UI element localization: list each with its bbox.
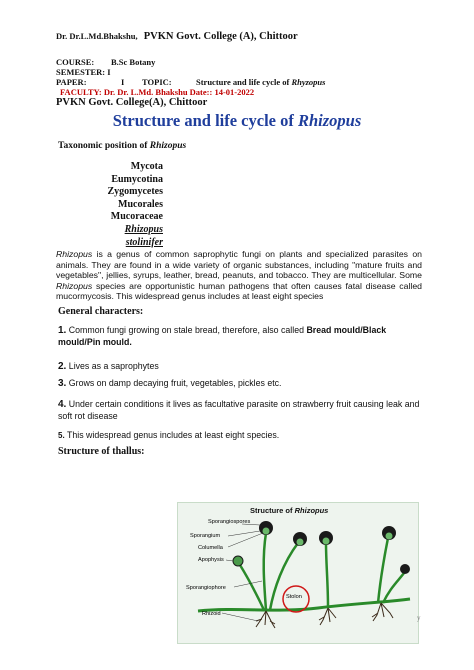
paper-line xyxy=(56,77,416,87)
author-line xyxy=(56,31,298,42)
taxon-genus: Rhizopus xyxy=(124,223,163,235)
page-corner-mark: y xyxy=(417,614,421,622)
label-sporangiophore: Sporangiophore xyxy=(186,585,226,591)
taxonomy-list xyxy=(73,161,163,249)
characters-heading: General characters: xyxy=(58,306,144,317)
taxon-rank: Mucoraceae xyxy=(110,211,163,223)
thallus-heading: Structure of thallus: xyxy=(58,446,145,457)
paper-label: PAPER: xyxy=(56,77,87,87)
taxon-rank: Zygomycetes xyxy=(107,186,163,198)
faculty-line: FACULTY: Dr. Dr. L.Md. Bhakshu Date:: 14-01-2022 xyxy=(60,87,255,97)
taxon-rank: Mucorales xyxy=(118,198,163,210)
taxon-species: stolinifer xyxy=(125,236,163,248)
paper-value: I xyxy=(121,77,125,87)
taxon-rank: Mycota xyxy=(130,161,163,172)
college-name: PVKN Govt. College (A), Chittoor xyxy=(143,31,298,42)
character-item: 5. This widespread genus includes at least eight species. xyxy=(58,430,280,440)
author-name: Dr. Dr.L.Md.Bhakshu, xyxy=(56,31,138,41)
label-stolon: Stolon xyxy=(286,594,302,600)
label-rhizoid: Rhizoid xyxy=(202,611,221,617)
rhizopus-figure xyxy=(177,502,419,644)
rhizopus-diagram xyxy=(178,503,418,643)
label-sporangium: Sporangium xyxy=(190,533,221,539)
label-columella: Columella xyxy=(198,545,223,551)
semester-line: SEMESTER: I xyxy=(56,67,111,77)
topic-label: TOPIC: xyxy=(142,77,172,87)
label-apophysis: Apophysis xyxy=(198,557,224,563)
page-title: Structure and life cycle of Rhizopus xyxy=(112,111,362,130)
sporangiophores xyxy=(240,533,404,610)
topic-value: Structure and life cycle of Rhyzopus xyxy=(196,77,326,87)
character-item: 4. Under certain conditions it lives as facultative parasite on strawberry fruit causing leak and soft rot disease xyxy=(58,399,420,421)
course-label: COURSE: xyxy=(56,57,95,67)
label-leaders xyxy=(222,524,263,621)
course-line xyxy=(56,57,156,67)
label-sporangiospores: Sporangiospores xyxy=(208,519,251,525)
figure-title: Structure of Rhizopus xyxy=(250,506,329,515)
taxonomy-heading: Taxonomic position of Rhizopus xyxy=(58,141,187,151)
course-value: B.Sc Botany xyxy=(111,57,156,67)
taxon-rank: Eumycotina xyxy=(111,173,163,185)
character-item: 2. Lives as a saprophytes xyxy=(58,361,159,372)
college-line-2: PVKN Govt. College(A), Chittoor xyxy=(56,97,208,108)
intro-paragraph: Rhizopus is a genus of common saprophytic fungi on plants and specialized parasites on animals. They are found in a wide variety of organic substances, including "mature fruits and vegetables", jellies, syrups, leather, bread, peanuts, and tobacco. They are multicellular. Some Rhizopus species are opportunistic human pathogens that often causes fatal disease called mucormycosis. This widespread genus includes at least eight species xyxy=(56,249,422,302)
character-item: 3. Grows on damp decaying fruit, vegetables, pickles etc. xyxy=(58,378,282,389)
character-item: 1. Common fungi growing on stale bread, therefore, also called Bread mould/Black mould/Pin mould. xyxy=(58,325,387,347)
